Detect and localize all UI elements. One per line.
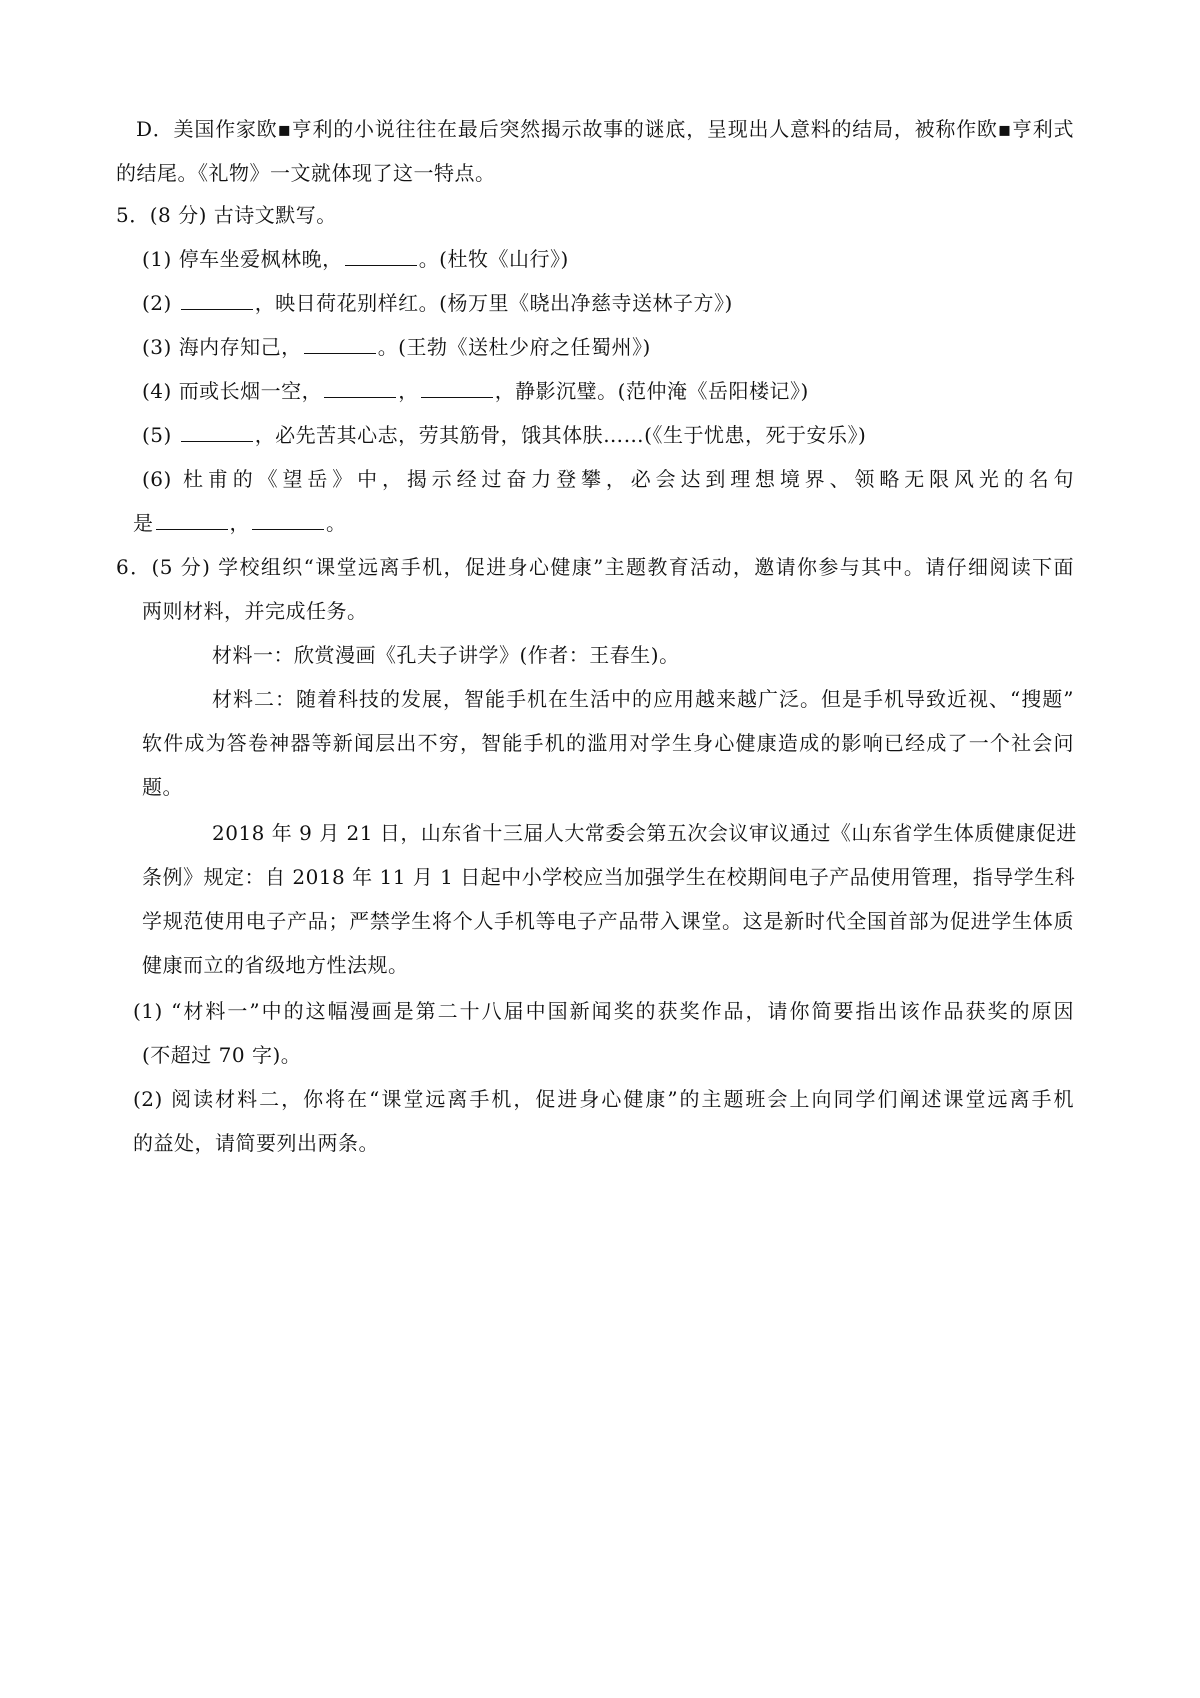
q5-item-6-line1: (6) 杜甫的《望岳》中，揭示经过奋力登攀，必会达到理想境界、领略无限风光的名句 xyxy=(142,467,1074,491)
q5-item-2-suffix: ，映日荷花别样红。(杨万里《晓出净慈寺送林子方》) xyxy=(254,291,733,315)
option-d-line1: D．美国作家欧▪亨利的小说往往在最后突然揭示故事的谜底，呈现出人意料的结局，被称作欧▪亨利式 xyxy=(136,117,1074,141)
answer-blank xyxy=(421,379,493,398)
answer-blank xyxy=(345,247,417,266)
answer-blank xyxy=(181,423,253,442)
q5-item-1-prefix: (1) 停车坐爱枫林晚， xyxy=(142,247,343,271)
task-2-line2: 的益处，请简要列出两条。 xyxy=(133,1131,379,1155)
material-1: 材料一：欣赏漫画《孔夫子讲学》(作者：王春生)。 xyxy=(212,643,680,667)
q5-heading: 5．(8 分) 古诗文默写。 xyxy=(116,203,337,227)
q5-item-6-suffix: 。 xyxy=(326,511,347,535)
answer-blank xyxy=(304,335,376,354)
q5-item-6-line2 xyxy=(133,508,347,538)
material-2-line2: 软件成为答卷神器等新闻层出不穷，智能手机的滥用对学生身心健康造成的影响已经成了一个社会问 xyxy=(142,731,1074,755)
regulation-line2: 条例》规定：自 2018 年 11 月 1 日起中小学校应当加强学生在校期间电子产品使用管理，指导学生科 xyxy=(142,865,1076,889)
material-2-line3: 题。 xyxy=(142,775,183,799)
q5-item-5-prefix: (5) xyxy=(142,423,179,447)
answer-blank xyxy=(156,511,228,530)
task-1-line2: (不超过 70 字)。 xyxy=(142,1043,302,1067)
q5-item-4-prefix: (4) 而或长烟一空， xyxy=(142,379,323,403)
q5-item-5-suffix: ，必先苦其心志，劳其筋骨，饿其体肤……(《生于忧患，死于安乐》) xyxy=(254,423,867,447)
task-1-line1: (1) “材料一”中的这幅漫画是第二十八届中国新闻奖的获奖作品，请你简要指出该作品获奖的原因 xyxy=(133,999,1074,1023)
q5-item-2-prefix: (2) xyxy=(142,291,179,315)
option-d-line2: 的结尾。《礼物》一文就体现了这一特点。 xyxy=(116,161,496,185)
material-2-line1: 材料二：随着科技的发展，智能手机在生活中的应用越来越广泛。但是手机导致近视、“搜题” xyxy=(212,687,1074,711)
q6-heading-line1: 6．(5 分) 学校组织“课堂远离手机，促进身心健康”主题教育活动，邀请你参与其中。请仔细阅读下面 xyxy=(116,555,1074,579)
regulation-line3: 学规范使用电子产品；严禁学生将个人手机等电子产品带入课堂。这是新时代全国首部为促进学生体质 xyxy=(142,909,1074,933)
q5-item-3-prefix: (3) 海内存知己， xyxy=(142,335,302,359)
q6-heading-line2: 两则材料，并完成任务。 xyxy=(142,599,368,623)
answer-blank xyxy=(181,291,253,310)
answer-blank xyxy=(324,379,396,398)
q5-item-4-middle: ， xyxy=(398,379,419,403)
q5-item-3 xyxy=(142,332,651,362)
q5-item-1-suffix: 。(杜牧《山行》) xyxy=(418,247,569,271)
q5-item-2 xyxy=(142,288,733,318)
regulation-line4: 健康而立的省级地方性法规。 xyxy=(142,953,409,977)
q5-item-6-prefix: 是 xyxy=(133,511,154,535)
q5-item-4 xyxy=(142,376,809,406)
q5-item-5 xyxy=(142,420,866,450)
q5-item-1 xyxy=(142,244,569,274)
answer-blank xyxy=(252,511,324,530)
q5-item-4-suffix: ，静影沉璧。(范仲淹《岳阳楼记》) xyxy=(494,379,809,403)
task-2-line1: (2) 阅读材料二，你将在“课堂远离手机，促进身心健康”的主题班会上向同学们阐述课堂远离手机 xyxy=(133,1087,1074,1111)
regulation-line1: 2018 年 9 月 21 日，山东省十三届人大常委会第五次会议审议通过《山东省学生体质健康促进 xyxy=(212,821,1077,845)
q5-item-3-suffix: 。(王勃《送杜少府之任蜀州》) xyxy=(377,335,651,359)
q5-item-6-middle: ， xyxy=(229,511,250,535)
